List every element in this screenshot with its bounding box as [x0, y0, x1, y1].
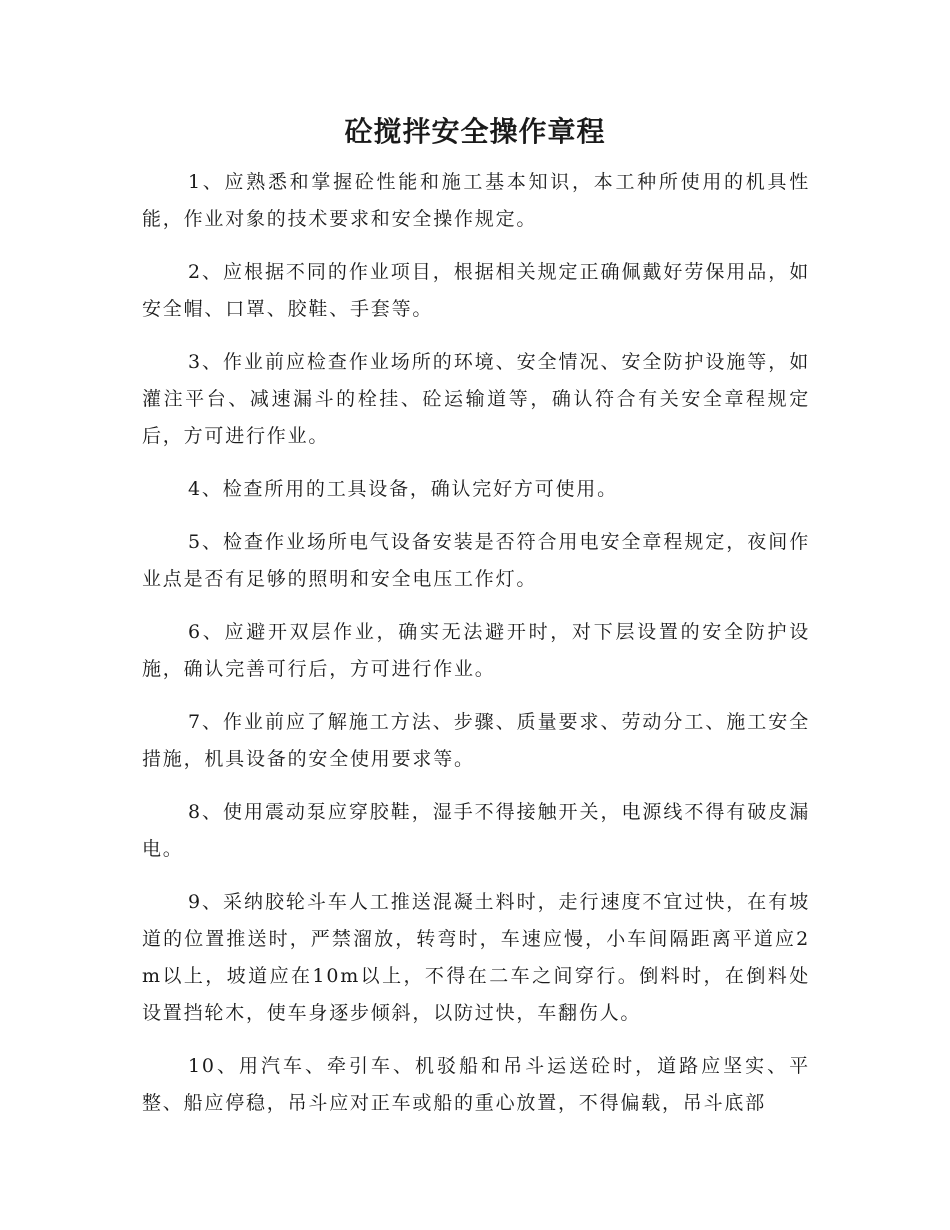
paragraph-2: 2、应根据不同的作业项目，根据相关规定正确佩戴好劳保用品，如安全帽、口罩、胶鞋、手套等。: [142, 261, 810, 320]
paragraph-10: 10、用汽车、牵引车、机驳船和吊斗运送砼时，道路应坚实、平整、船应停稳，吊斗应对正车或船的重心放置，不得偏载，吊斗底部: [142, 1055, 810, 1114]
paragraph-6: 6、应避开双层作业，确实无法避开时，对下层设置的安全防护设施，确认完善可行后，方可进行作业。: [142, 621, 810, 680]
paragraph-9: 9、采纳胶轮斗车人工推送混凝土料时，走行速度不宜过快，在有坡道的位置推送时，严禁溜放，转弯时，车速应慢，小车间隔距离平道应2m以上，坡道应在10m以上，不得在二车之间穿行。倒料时，在倒料处设置挡轮木，使车身逐步倾斜，以防过快，车翻伤人。: [142, 891, 810, 1024]
paragraph-1: 1、应熟悉和掌握砼性能和施工基本知识，本工种所使用的机具性能，作业对象的技术要求和安全操作规定。: [142, 171, 810, 230]
paragraph-7: 7、作业前应了解施工方法、步骤、质量要求、劳动分工、施工安全措施，机具设备的安全使用要求等。: [142, 711, 810, 770]
document-title: 砼搅拌安全操作章程: [344, 115, 606, 148]
paragraph-3: 3、作业前应检查作业场所的环境、安全情况、安全防护设施等，如灌注平台、减速漏斗的栓挂、砼运输道等，确认符合有关安全章程规定后，方可进行作业。: [142, 351, 810, 447]
document-body: [142, 164, 810, 1138]
paragraph-4: 4、检查所用的工具设备，确认完好方可使用。: [188, 478, 618, 500]
paragraph-5: 5、检查作业场所电气设备安装是否符合用电安全章程规定，夜间作业点是否有足够的照明和安全电压工作灯。: [142, 531, 810, 590]
paragraph-8: 8、使用震动泵应穿胶鞋，湿手不得接触开关，电源线不得有破皮漏电。: [142, 801, 810, 860]
